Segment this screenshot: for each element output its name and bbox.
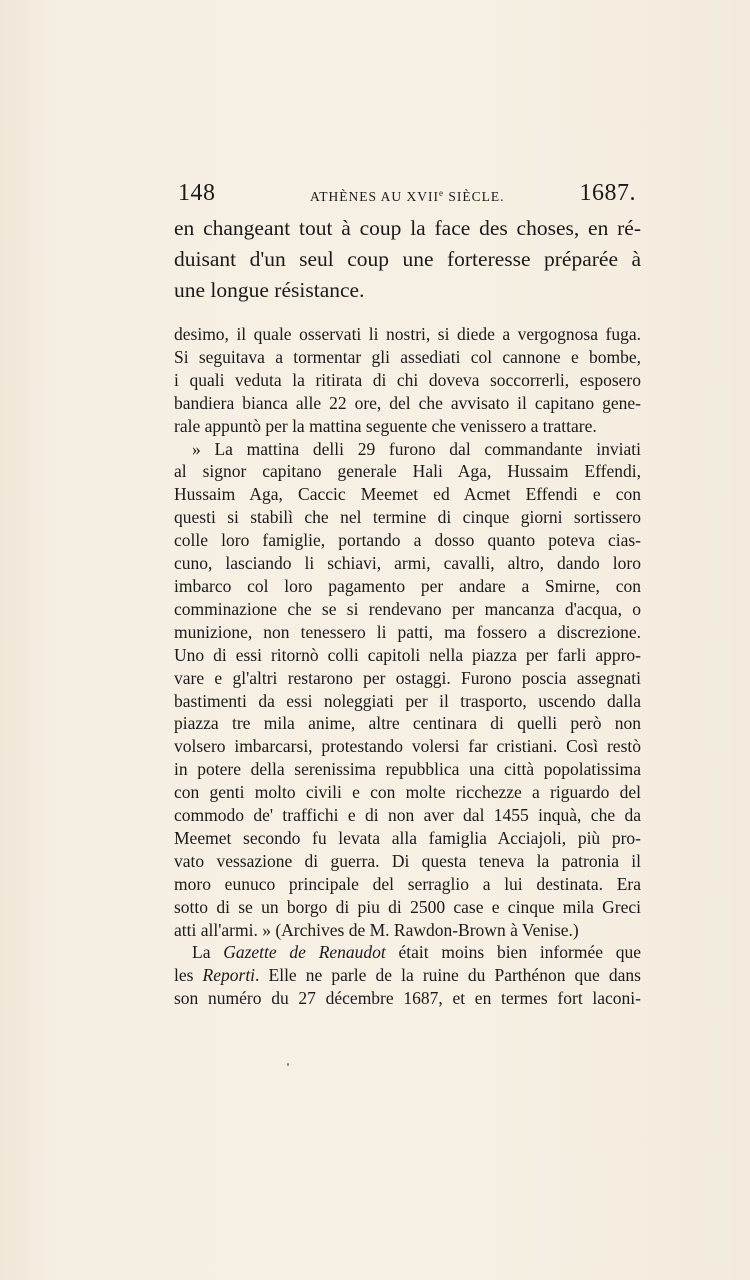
text-line: vato vessazione di guerra. Di questa teneva la patronia il [174,850,641,871]
text-line: piazza tre mila anime, altre centinara di quelli però non [174,713,641,734]
page-number: 148 [178,180,216,206]
running-title-tail: SIÈCLE. [444,189,505,204]
text-fragment: . Elle ne parle de la ruine du Parthénon que dans [255,965,641,986]
text-line: al signor capitano generale Hali Aga, Hussaim Effendi, [174,461,641,482]
italian-quotation [174,323,641,1010]
text-line: questi si stabilì che nel termine di cinque giorni sortissero [174,507,641,528]
text-line: desimo, il quale osservati li nostri, si diede a vergognosa fuga. [174,324,641,344]
text-line: Uno di essi ritornò colli capitoli nella piazza per farli appro- [174,644,641,665]
text-line: duisant d'un seul coup une forteresse préparée à [174,247,641,271]
text-line: cuno, lasciando li schiavi, armi, cavalli, altro, dando loro [174,553,641,574]
closing-line-2 [174,964,641,987]
text-line: en changeant tout à coup la face des choses, en ré- [174,216,641,240]
running-year: 1687. [579,180,636,206]
gazette-title: Gazette de Renaudot [223,942,386,963]
text-line: rale appuntò per la mattina seguente che venissero a trattare. [174,415,597,436]
closing-line-3: son numéro du 27 décembre 1687, et en termes fort laconi- [174,988,641,1009]
text-line: sotto di se un borgo di piu di 2500 case e cinque mila Greci [174,896,641,917]
text-line: » La mattina delli 29 furono dal commandante inviati [192,438,641,459]
text-line: Meemet secondo fu levata alla famiglia Acciajoli, più pro- [174,827,641,848]
text-line: bandiera bianca alle 22 ore, del che avvisato il capitano gene- [174,392,641,413]
text-line: i quali veduta la ritirata di chi doveva soccorrerli, esposero [174,369,641,390]
running-head [178,180,636,214]
french-paragraph [174,213,641,306]
text-line: vare e gl'altri restarono per ostaggi. Furono poscia assegnati [174,667,641,688]
text-line: Si seguitava a tormentar gli assediati col cannone e bombe, [174,346,641,367]
text-line: moro eunuco principale del serraglio a lui destinata. Era [174,873,641,894]
text-line: con genti molto civili e con molte ricchezze a riguardo del [174,782,641,803]
running-title-superscript: e [439,188,444,198]
text-line: colle loro famiglie, portando a dosso quanto poteva cias- [174,530,641,551]
text-line: Hussaim Aga, Caccic Meemet ed Acmet Effendi e con [174,484,641,505]
text-line: comminazione che se si rendevano per mancanza d'acqua, o [174,598,641,619]
text-line: commodo de' traffichi e di non aver dal 1455 inquà, che da [174,805,641,826]
text-line: atti all'armi. » (Archives de M. Rawdon-Brown à Venise.) [174,919,579,940]
text-line: munizione, non tenessero li patti, ma fossero a discrezione. [174,621,641,642]
closing-line-1 [174,941,641,964]
text-line: imbarco col loro pagamento per andare a Smirne, con [174,575,641,596]
text-line: in potere della serenissima repubblica una città popolatissima [174,759,641,780]
text-fragment: les [174,965,203,986]
running-title [310,188,505,205]
text-line: bastimenti da essi noleggiati per il trasporto, uscendo dalla [174,690,641,711]
running-title-main: ATHÈNES AU XVII [310,189,439,204]
paper-speck [287,1063,289,1066]
text-fragment: était moins bien informée que [385,942,642,963]
text-line: volsero imbarcarsi, protestando volersi far cristiani. Così restò [174,736,641,757]
text-fragment: La [192,942,224,963]
reporti-title: Reporti [202,965,256,986]
text-line: une longue résistance. [174,278,365,302]
